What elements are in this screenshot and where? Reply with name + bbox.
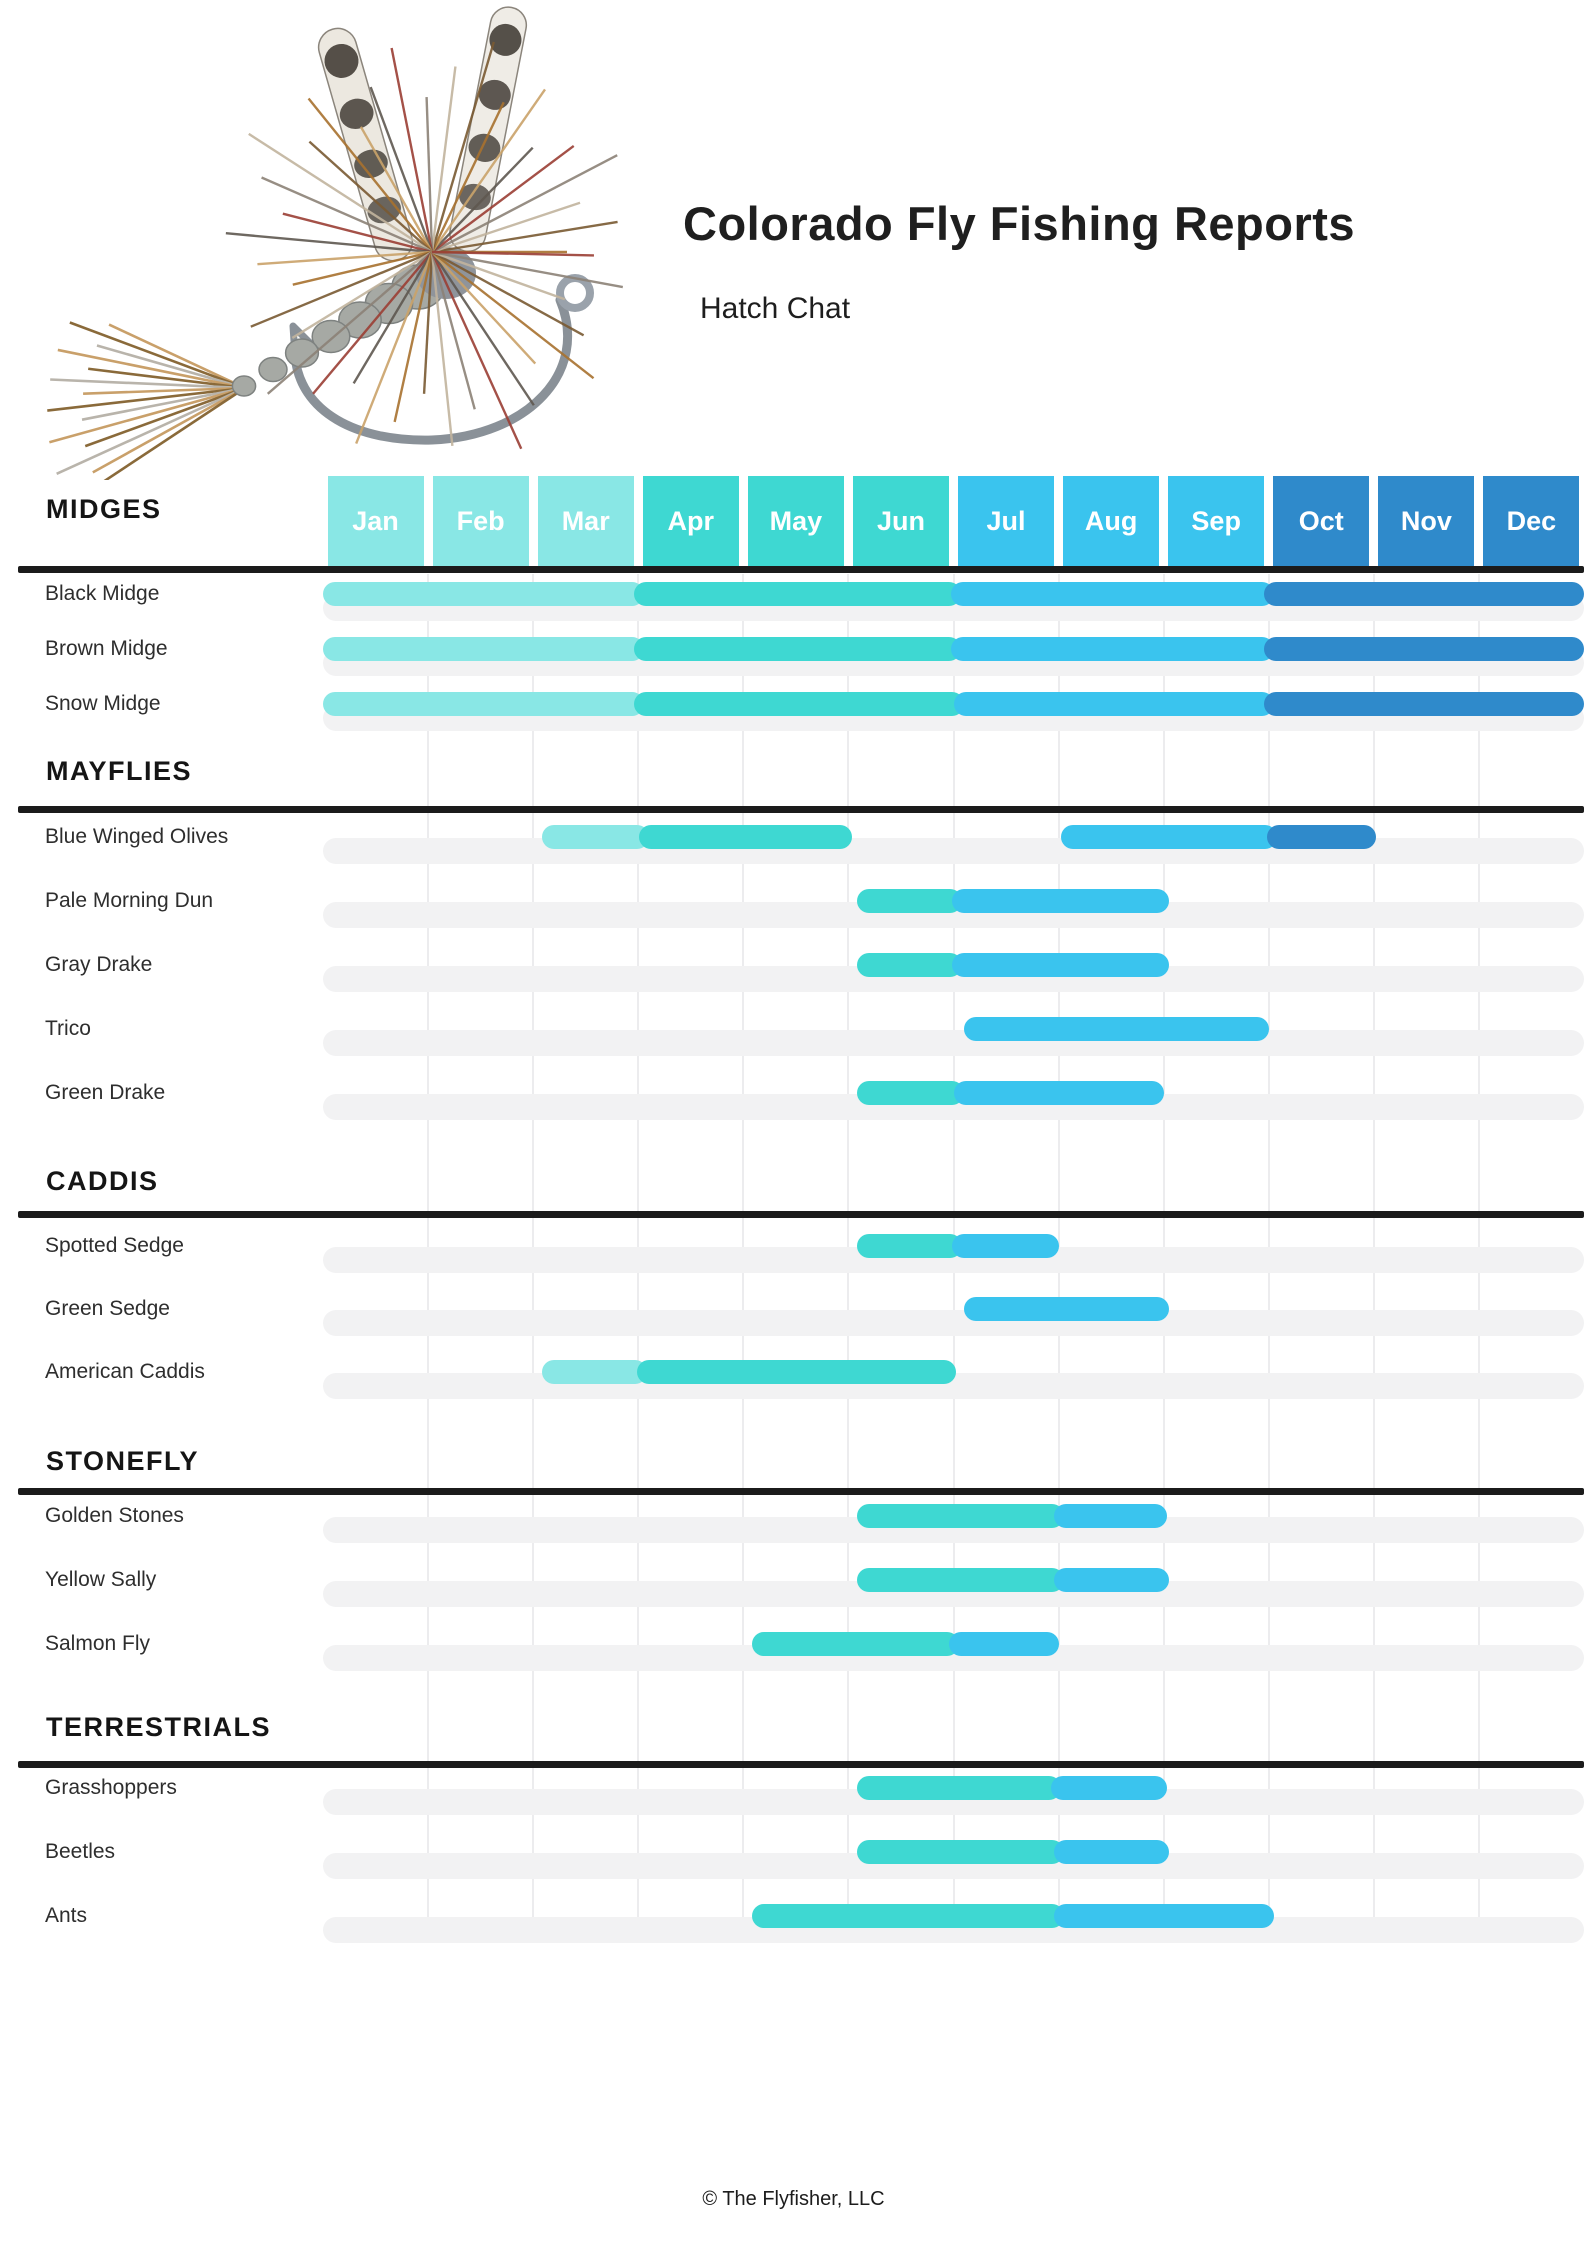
- row-label-yellow-sally: Yellow Sally: [45, 1568, 157, 1591]
- section-title-midges: MIDGES: [46, 494, 162, 524]
- row-label-black-midge: Black Midge: [45, 582, 160, 605]
- hatch-bar-brown-midge: [634, 637, 961, 661]
- row-label-green-drake: Green Drake: [45, 1081, 166, 1104]
- hatch-bar-grasshoppers: [857, 1776, 1061, 1800]
- section-divider: [18, 1211, 1584, 1218]
- section-divider: [18, 566, 1584, 573]
- hatch-bar-yellow-sally: [1054, 1568, 1169, 1592]
- row-label-salmon-fly: Salmon Fly: [45, 1632, 151, 1655]
- row-label-beetles: Beetles: [45, 1840, 116, 1863]
- row-label-spotted-sedge: Spotted Sedge: [45, 1234, 184, 1257]
- section-title-caddis: CADDIS: [46, 1166, 159, 1196]
- hatch-bar-snow-midge: [323, 692, 644, 716]
- hatch-bar-green-drake: [954, 1081, 1164, 1105]
- hatch-bar-gray-drake: [952, 953, 1169, 977]
- hatch-bar-ants: [1054, 1904, 1274, 1928]
- hatch-bar-black-midge: [951, 582, 1274, 606]
- month-header-oct: Oct: [1273, 476, 1369, 566]
- hatch-bar-green-sedge: [964, 1297, 1169, 1321]
- section-title-terrestrials: TERRESTRIALS: [46, 1712, 272, 1742]
- row-label-brown-midge: Brown Midge: [45, 637, 168, 660]
- page-subtitle: Hatch Chat: [700, 292, 851, 325]
- row-label-pale-morning-dun: Pale Morning Dun: [45, 889, 214, 912]
- hatch-bar-grasshoppers: [1051, 1776, 1167, 1800]
- section-divider: [18, 1488, 1584, 1495]
- row-label-green-sedge: Green Sedge: [45, 1297, 170, 1320]
- hatch-bar-gray-drake: [857, 953, 962, 977]
- month-header-jun: Jun: [853, 476, 949, 566]
- hatch-bar-snow-midge: [634, 692, 965, 716]
- month-header-dec: Dec: [1483, 476, 1579, 566]
- hatch-bar-brown-midge: [951, 637, 1274, 661]
- month-header-jan: Jan: [328, 476, 424, 566]
- month-header-feb: Feb: [433, 476, 529, 566]
- hatch-track-blue-winged-olives: [323, 838, 1584, 864]
- row-label-blue-winged-olives: Blue Winged Olives: [45, 825, 229, 848]
- section-divider: [18, 1761, 1584, 1768]
- row-label-golden-stones: Golden Stones: [45, 1504, 184, 1527]
- hatch-bar-pale-morning-dun: [857, 889, 962, 913]
- hatch-bar-brown-midge: [323, 637, 644, 661]
- hatch-bar-american-caddis: [637, 1360, 956, 1384]
- hatch-bar-beetles: [1054, 1840, 1169, 1864]
- row-label-snow-midge: Snow Midge: [45, 692, 161, 715]
- hatch-bar-black-midge: [634, 582, 961, 606]
- hatch-bar-blue-winged-olives: [1267, 825, 1376, 849]
- section-title-stonefly: STONEFLY: [46, 1446, 200, 1476]
- row-label-trico: Trico: [45, 1017, 91, 1040]
- hatch-bar-salmon-fly: [752, 1632, 959, 1656]
- hatch-bar-ants: [752, 1904, 1064, 1928]
- hatch-track-trico: [323, 1030, 1584, 1056]
- hatch-bar-black-midge: [1264, 582, 1584, 606]
- hatch-bar-pale-morning-dun: [952, 889, 1169, 913]
- hatch-bar-brown-midge: [1264, 637, 1584, 661]
- month-header-mar: Mar: [538, 476, 634, 566]
- hatch-bar-trico: [964, 1017, 1269, 1041]
- hatch-bar-golden-stones: [1054, 1504, 1167, 1528]
- month-header-jul: Jul: [958, 476, 1054, 566]
- hatch-bar-blue-winged-olives: [639, 825, 852, 849]
- hatch-bar-snow-midge: [954, 692, 1274, 716]
- month-header-nov: Nov: [1378, 476, 1474, 566]
- hatch-bar-blue-winged-olives: [1061, 825, 1277, 849]
- copyright-footer: © The Flyfisher, LLC: [702, 2188, 885, 2210]
- row-label-gray-drake: Gray Drake: [45, 953, 153, 976]
- month-header-may: May: [748, 476, 844, 566]
- row-label-american-caddis: American Caddis: [45, 1360, 205, 1383]
- hatch-bar-spotted-sedge: [857, 1234, 962, 1258]
- section-divider: [18, 806, 1584, 813]
- page-title: Colorado Fly Fishing Reports: [683, 197, 1356, 250]
- row-label-ants: Ants: [45, 1904, 88, 1927]
- month-header-apr: Apr: [643, 476, 739, 566]
- hatch-bar-blue-winged-olives: [542, 825, 649, 849]
- hatch-bar-black-midge: [323, 582, 644, 606]
- row-label-grasshoppers: Grasshoppers: [45, 1776, 177, 1799]
- month-header-aug: Aug: [1063, 476, 1159, 566]
- hatch-bar-beetles: [857, 1840, 1064, 1864]
- hatch-track-green-sedge: [323, 1310, 1584, 1336]
- hatch-bar-green-drake: [857, 1081, 964, 1105]
- section-title-mayflies: MAYFLIES: [46, 756, 193, 786]
- hatch-bar-golden-stones: [857, 1504, 1064, 1528]
- hatch-bar-salmon-fly: [949, 1632, 1059, 1656]
- hatch-bar-yellow-sally: [857, 1568, 1064, 1592]
- hatch-bar-spotted-sedge: [952, 1234, 1059, 1258]
- hatch-bar-snow-midge: [1264, 692, 1584, 716]
- month-header-sep: Sep: [1168, 476, 1264, 566]
- hatch-bar-american-caddis: [542, 1360, 647, 1384]
